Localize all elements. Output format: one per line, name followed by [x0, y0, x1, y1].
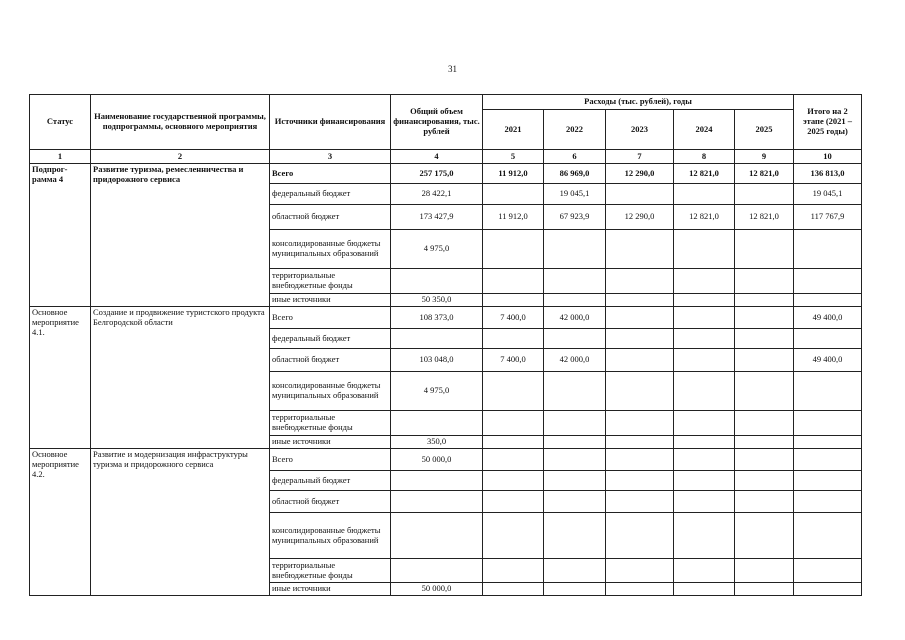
- stage-total-cell: [794, 559, 862, 583]
- year-2022-cell: [544, 583, 606, 596]
- year-2025-cell: [735, 269, 794, 294]
- header-status: Статус: [30, 95, 91, 150]
- header-stage-total: Итого на 2 этапе (2021 – 2025 годы): [794, 95, 862, 150]
- year-2021-cell: [483, 411, 544, 436]
- year-2025-cell: 12 821,0: [735, 164, 794, 184]
- year-2024-cell: [674, 559, 735, 583]
- stage-total-cell: [794, 583, 862, 596]
- year-2024-cell: 12 821,0: [674, 164, 735, 184]
- source-cell: областной бюджет: [270, 349, 391, 372]
- year-2024-cell: [674, 436, 735, 449]
- year-2021-cell: [483, 294, 544, 307]
- year-2023-cell: [606, 294, 674, 307]
- column-index-row: [30, 150, 862, 164]
- year-2025-cell: [735, 411, 794, 436]
- year-2025-cell: [735, 349, 794, 372]
- year-2023-cell: [606, 329, 674, 349]
- column-index: 1: [30, 150, 91, 164]
- year-2025-cell: [735, 583, 794, 596]
- year-2024-cell: [674, 349, 735, 372]
- year-2024-cell: [674, 329, 735, 349]
- column-index: 9: [735, 150, 794, 164]
- table-row: [30, 307, 862, 329]
- source-cell: Всего: [270, 307, 391, 329]
- stage-total-cell: [794, 471, 862, 491]
- year-2024-cell: [674, 269, 735, 294]
- source-cell: федеральный бюджет: [270, 329, 391, 349]
- year-2022-cell: 86 969,0: [544, 164, 606, 184]
- year-2022-cell: [544, 372, 606, 411]
- total-cell: 50 350,0: [391, 294, 483, 307]
- stage-total-cell: 136 813,0: [794, 164, 862, 184]
- header-year: 2024: [674, 110, 735, 150]
- year-2025-cell: [735, 329, 794, 349]
- year-2023-cell: [606, 471, 674, 491]
- table-row: [30, 164, 862, 184]
- header-year: 2022: [544, 110, 606, 150]
- year-2023-cell: [606, 513, 674, 559]
- year-2025-cell: [735, 436, 794, 449]
- source-cell: консолидированные бюджеты муниципальных образований: [270, 230, 391, 269]
- year-2021-cell: [483, 449, 544, 471]
- stage-total-cell: 19 045,1: [794, 184, 862, 205]
- year-2024-cell: [674, 513, 735, 559]
- year-2025-cell: 12 821,0: [735, 205, 794, 230]
- year-2023-cell: [606, 184, 674, 205]
- source-cell: Всего: [270, 449, 391, 471]
- column-index: 4: [391, 150, 483, 164]
- status-cell: Подпрог-рамма 4: [30, 164, 91, 307]
- year-2021-cell: 7 400,0: [483, 349, 544, 372]
- year-2022-cell: [544, 436, 606, 449]
- year-2021-cell: [483, 583, 544, 596]
- header-sources: Источники финансирования: [270, 95, 391, 150]
- year-2022-cell: [544, 449, 606, 471]
- year-2023-cell: [606, 411, 674, 436]
- table-row: [30, 449, 862, 471]
- year-2021-cell: [483, 491, 544, 513]
- year-2022-cell: [544, 329, 606, 349]
- header-total: Общий объем финансирования, тыс. рублей: [391, 95, 483, 150]
- stage-total-cell: 117 767,9: [794, 205, 862, 230]
- year-2022-cell: [544, 230, 606, 269]
- year-2024-cell: [674, 583, 735, 596]
- year-2022-cell: 42 000,0: [544, 349, 606, 372]
- year-2021-cell: [483, 559, 544, 583]
- year-2023-cell: [606, 583, 674, 596]
- total-cell: 28 422,1: [391, 184, 483, 205]
- year-2023-cell: [606, 559, 674, 583]
- year-2023-cell: [606, 491, 674, 513]
- year-2022-cell: [544, 411, 606, 436]
- source-cell: Всего: [270, 164, 391, 184]
- year-2022-cell: 67 923,9: [544, 205, 606, 230]
- year-2024-cell: [674, 184, 735, 205]
- year-2022-cell: [544, 491, 606, 513]
- header-year: 2025: [735, 110, 794, 150]
- year-2021-cell: [483, 513, 544, 559]
- total-cell: [391, 513, 483, 559]
- year-2021-cell: [483, 372, 544, 411]
- stage-total-cell: [794, 411, 862, 436]
- total-cell: 257 175,0: [391, 164, 483, 184]
- year-2021-cell: [483, 329, 544, 349]
- column-index: 8: [674, 150, 735, 164]
- year-2021-cell: [483, 436, 544, 449]
- year-2022-cell: [544, 471, 606, 491]
- source-cell: иные источники: [270, 294, 391, 307]
- stage-total-cell: [794, 513, 862, 559]
- stage-total-cell: 49 400,0: [794, 307, 862, 329]
- year-2024-cell: [674, 230, 735, 269]
- stage-total-cell: [794, 329, 862, 349]
- column-index: 10: [794, 150, 862, 164]
- stage-total-cell: [794, 230, 862, 269]
- stage-total-cell: [794, 436, 862, 449]
- total-cell: [391, 269, 483, 294]
- header-name: Наименование государственной программы, подпрограммы, основного мероприятия: [91, 95, 270, 150]
- stage-total-cell: 49 400,0: [794, 349, 862, 372]
- year-2022-cell: 42 000,0: [544, 307, 606, 329]
- total-cell: [391, 471, 483, 491]
- table-body: [30, 164, 862, 596]
- year-2023-cell: 12 290,0: [606, 164, 674, 184]
- header-year: 2023: [606, 110, 674, 150]
- total-cell: 103 048,0: [391, 349, 483, 372]
- year-2022-cell: 19 045,1: [544, 184, 606, 205]
- source-cell: федеральный бюджет: [270, 184, 391, 205]
- source-cell: консолидированные бюджеты муниципальных образований: [270, 372, 391, 411]
- source-cell: иные источники: [270, 436, 391, 449]
- status-cell: Основное мероприятие 4.1.: [30, 307, 91, 449]
- year-2025-cell: [735, 230, 794, 269]
- year-2024-cell: [674, 294, 735, 307]
- year-2021-cell: [483, 269, 544, 294]
- source-cell: федеральный бюджет: [270, 471, 391, 491]
- column-index: 6: [544, 150, 606, 164]
- year-2024-cell: [674, 471, 735, 491]
- program-name-cell: Развитие и модернизация инфраструктуры туризма и придорожного сервиса: [91, 449, 270, 596]
- year-2025-cell: [735, 294, 794, 307]
- column-index: 5: [483, 150, 544, 164]
- year-2021-cell: 11 912,0: [483, 205, 544, 230]
- year-2025-cell: [735, 491, 794, 513]
- total-cell: 4 975,0: [391, 230, 483, 269]
- year-2021-cell: [483, 184, 544, 205]
- year-2024-cell: [674, 411, 735, 436]
- year-2025-cell: [735, 449, 794, 471]
- year-2023-cell: 12 290,0: [606, 205, 674, 230]
- page-number: 31: [448, 64, 457, 74]
- year-2024-cell: [674, 307, 735, 329]
- total-cell: 50 000,0: [391, 449, 483, 471]
- total-cell: [391, 329, 483, 349]
- year-2022-cell: [544, 269, 606, 294]
- year-2023-cell: [606, 449, 674, 471]
- source-cell: областной бюджет: [270, 205, 391, 230]
- source-cell: территориальные внебюджетные фонды: [270, 559, 391, 583]
- year-2021-cell: [483, 230, 544, 269]
- source-cell: территориальные внебюджетные фонды: [270, 411, 391, 436]
- stage-total-cell: [794, 372, 862, 411]
- stage-total-cell: [794, 294, 862, 307]
- year-2024-cell: [674, 491, 735, 513]
- year-2023-cell: [606, 349, 674, 372]
- year-2023-cell: [606, 307, 674, 329]
- total-cell: 173 427,9: [391, 205, 483, 230]
- year-2024-cell: 12 821,0: [674, 205, 735, 230]
- source-cell: областной бюджет: [270, 491, 391, 513]
- year-2023-cell: [606, 372, 674, 411]
- year-2022-cell: [544, 513, 606, 559]
- total-cell: 4 975,0: [391, 372, 483, 411]
- year-2023-cell: [606, 436, 674, 449]
- year-2025-cell: [735, 559, 794, 583]
- stage-total-cell: [794, 449, 862, 471]
- source-cell: иные источники: [270, 583, 391, 596]
- year-2021-cell: [483, 471, 544, 491]
- financing-table: [29, 94, 862, 596]
- year-2024-cell: [674, 449, 735, 471]
- year-2024-cell: [674, 372, 735, 411]
- year-2023-cell: [606, 269, 674, 294]
- year-2025-cell: [735, 513, 794, 559]
- column-index: 2: [91, 150, 270, 164]
- year-2023-cell: [606, 230, 674, 269]
- stage-total-cell: [794, 491, 862, 513]
- year-2022-cell: [544, 559, 606, 583]
- year-2021-cell: 7 400,0: [483, 307, 544, 329]
- year-2022-cell: [544, 294, 606, 307]
- year-2021-cell: 11 912,0: [483, 164, 544, 184]
- year-2025-cell: [735, 307, 794, 329]
- program-name-cell: Развитие туризма, ремесленничества и придорожного сервиса: [91, 164, 270, 307]
- total-cell: [391, 411, 483, 436]
- source-cell: консолидированные бюджеты муниципальных образований: [270, 513, 391, 559]
- total-cell: [391, 491, 483, 513]
- source-cell: территориальные внебюджетные фонды: [270, 269, 391, 294]
- column-index: 3: [270, 150, 391, 164]
- year-2025-cell: [735, 372, 794, 411]
- total-cell: 350,0: [391, 436, 483, 449]
- total-cell: 50 000,0: [391, 583, 483, 596]
- column-index: 7: [606, 150, 674, 164]
- year-2025-cell: [735, 471, 794, 491]
- status-cell: Основное мероприятие 4.2.: [30, 449, 91, 596]
- total-cell: 108 373,0: [391, 307, 483, 329]
- header-expenses: Расходы (тыс. рублей), годы: [483, 95, 794, 110]
- year-2025-cell: [735, 184, 794, 205]
- program-name-cell: Создание и продвижение туристского продукта Белгородской области: [91, 307, 270, 449]
- total-cell: [391, 559, 483, 583]
- header-year: 2021: [483, 110, 544, 150]
- stage-total-cell: [794, 269, 862, 294]
